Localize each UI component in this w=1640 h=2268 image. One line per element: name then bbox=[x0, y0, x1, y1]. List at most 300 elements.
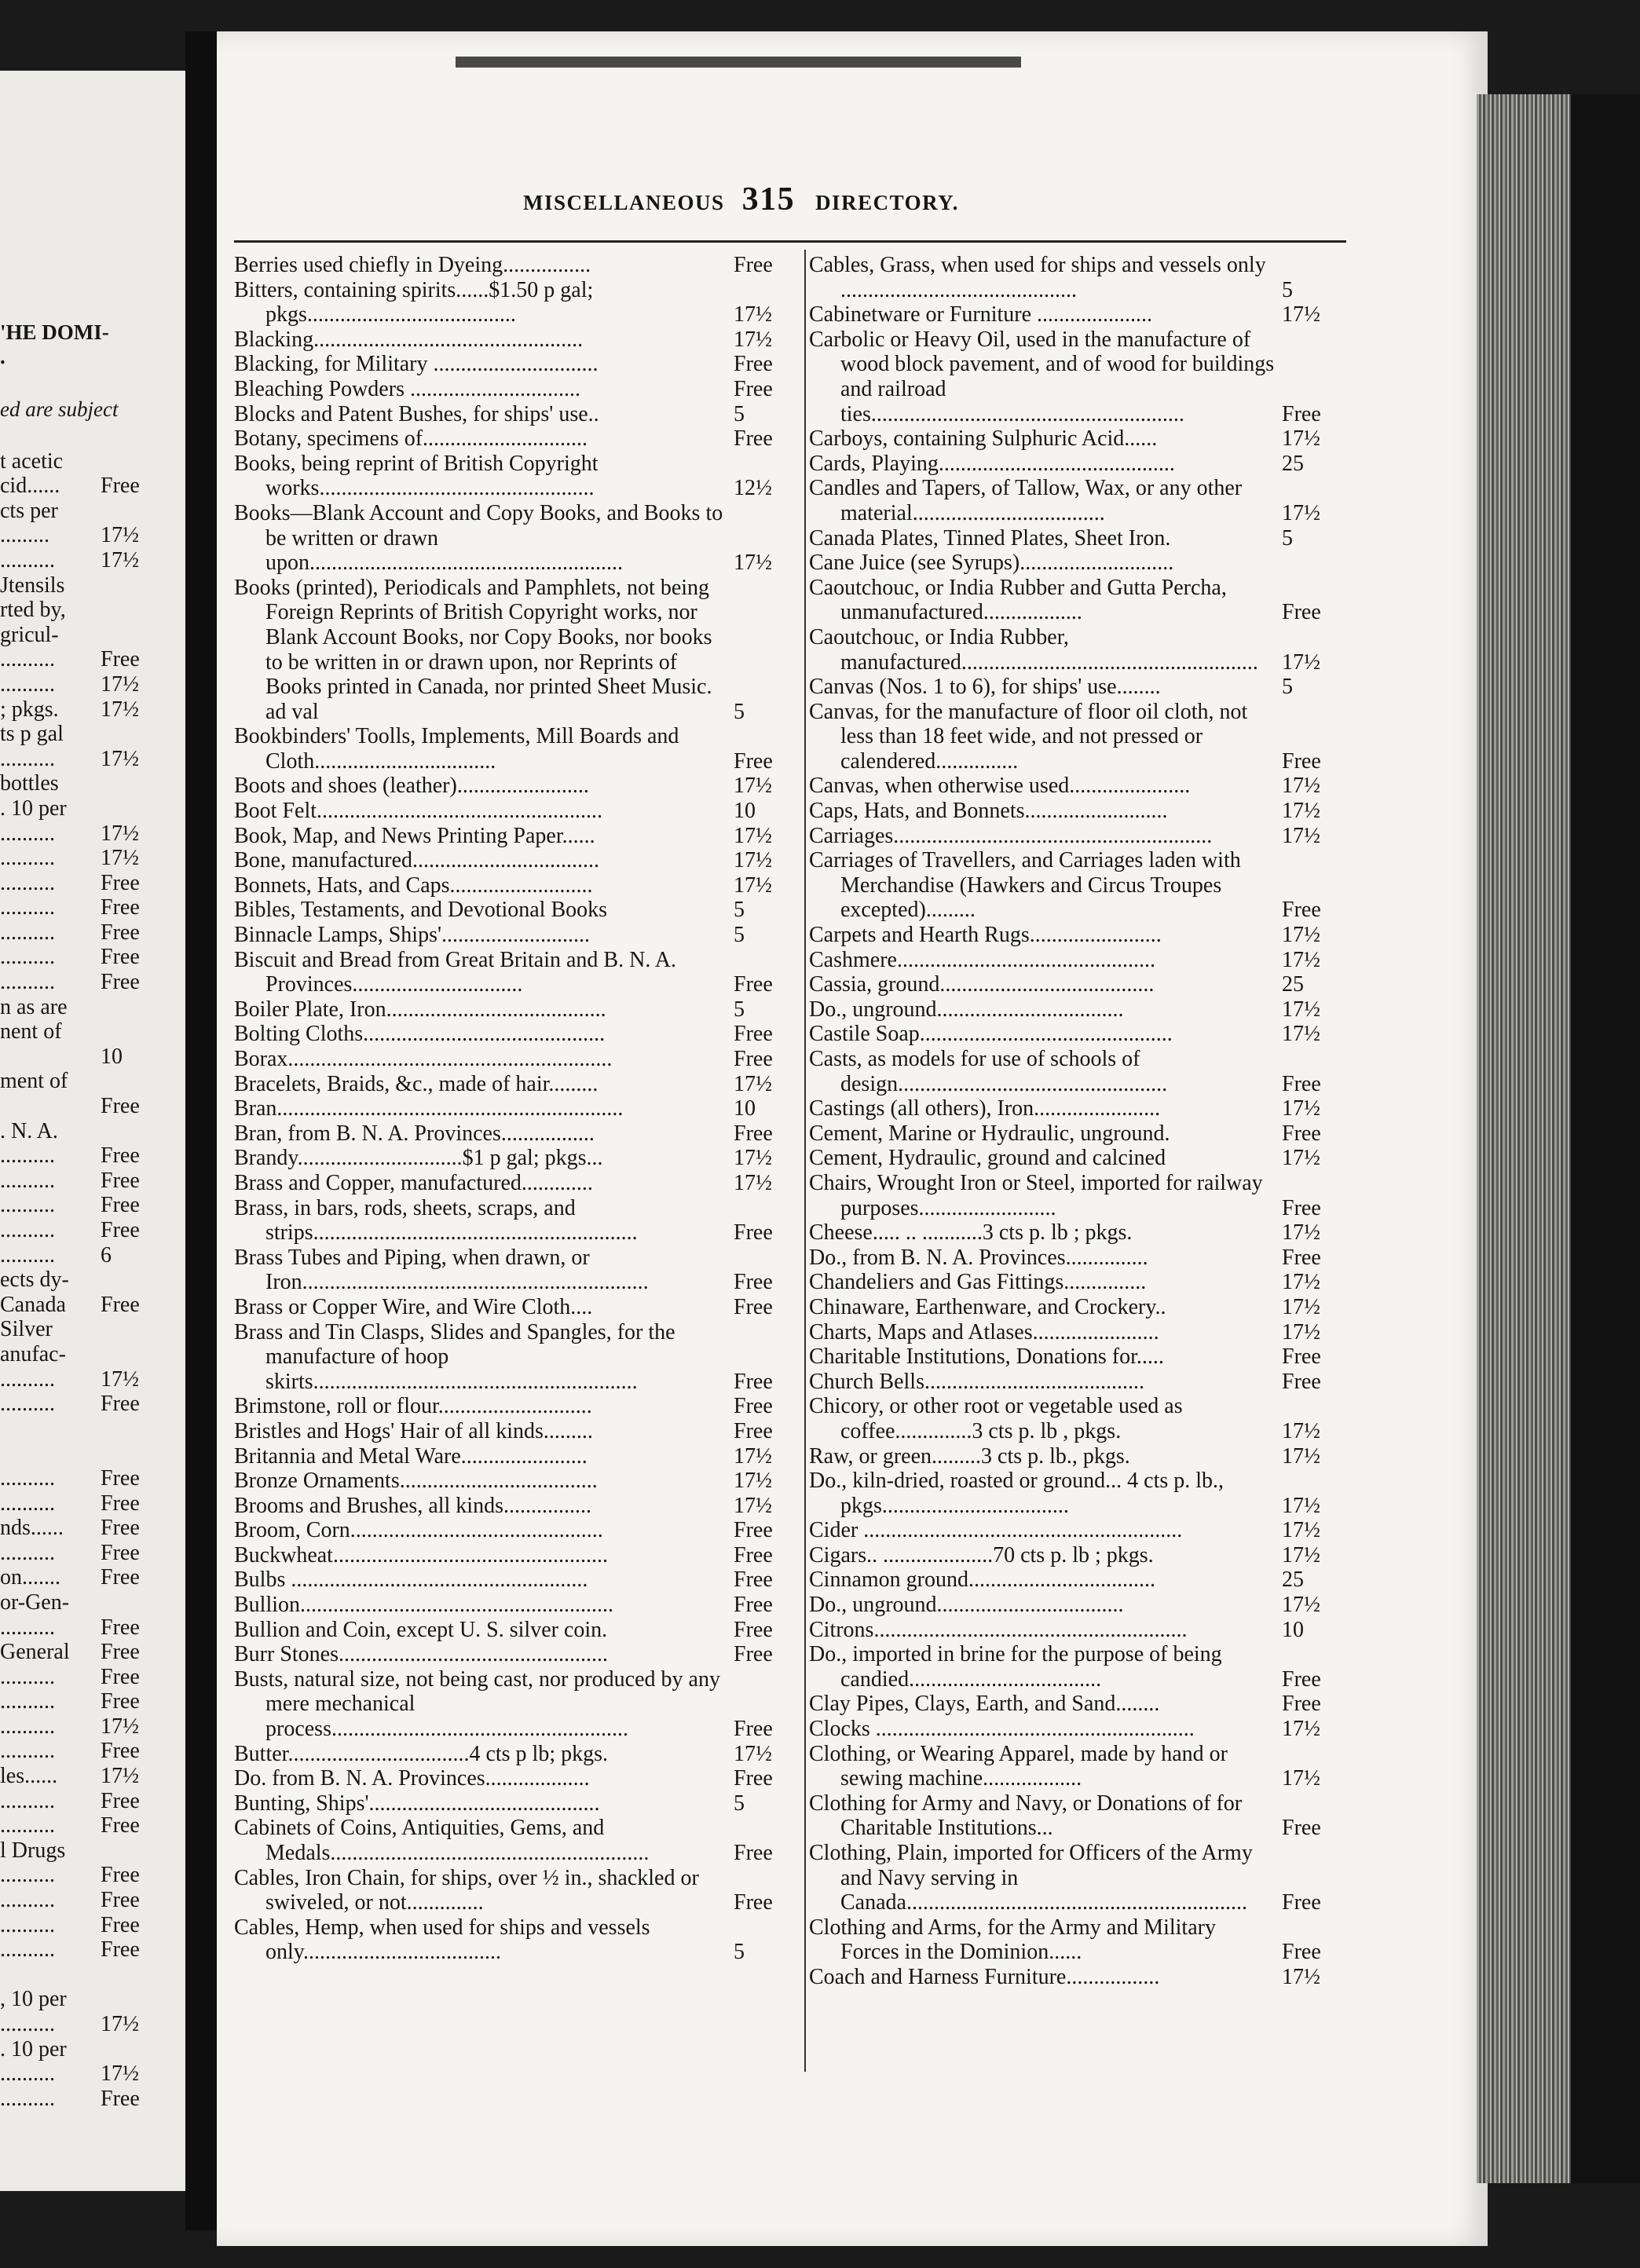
tariff-entry bbox=[809, 526, 1348, 551]
entry-rate: Free bbox=[734, 1642, 773, 1667]
entry-text: Bookbinders' Toolls, Implements, Mill Boards and Cloth................................. bbox=[234, 724, 679, 774]
entry-rate: 25 bbox=[1282, 451, 1304, 476]
entry-rate: Free bbox=[734, 748, 773, 774]
entry-text: Buckwheat.................................................. bbox=[234, 1542, 608, 1567]
entry-text: Binnacle Lamps, Ships'........................... bbox=[234, 923, 591, 948]
left-page-row bbox=[0, 499, 185, 524]
tariff-entry bbox=[809, 1469, 1348, 1518]
entry-rate: 17½ bbox=[1282, 1270, 1320, 1295]
tariff-entry bbox=[234, 997, 800, 1022]
entry-text: Charitable Institutions, Donations for..... bbox=[809, 1344, 1164, 1370]
left-row-text: l Drugs bbox=[0, 1838, 66, 1863]
entry-rate: Free bbox=[734, 1617, 773, 1642]
entry-rate: 17½ bbox=[1282, 1493, 1320, 1518]
entry-rate: 17½ bbox=[1282, 1593, 1320, 1618]
entry-rate: 17½ bbox=[1282, 1022, 1320, 1047]
left-page-row bbox=[0, 1863, 185, 1888]
left-row-rate: Free bbox=[101, 970, 140, 995]
tariff-entry bbox=[809, 1593, 1348, 1618]
tariff-entry bbox=[234, 377, 800, 402]
entry-text: Canvas, when otherwise used...................... bbox=[809, 774, 1191, 799]
entry-rate: 17½ bbox=[1282, 426, 1320, 452]
tariff-entry bbox=[234, 576, 800, 725]
entry-text: Chandeliers and Gas Fittings............... bbox=[809, 1270, 1147, 1295]
entry-rate: 17½ bbox=[734, 327, 772, 352]
left-page-row bbox=[0, 1590, 185, 1615]
entry-text: Blacking................................................. bbox=[234, 327, 584, 352]
entry-rate: Free bbox=[1282, 898, 1321, 923]
left-row-rate: Free bbox=[101, 647, 140, 672]
entry-text: Botany, specimens of.............................. bbox=[234, 426, 588, 452]
entry-text: Busts, natural size, not being cast, nor produced by any mere mechanical process...................................................... bbox=[234, 1666, 720, 1742]
entry-text: Cement, Marine or Hydraulic, unground. bbox=[809, 1121, 1170, 1146]
left-page-row bbox=[0, 970, 185, 995]
entry-text: Brass and Copper, manufactured............. bbox=[234, 1170, 593, 1195]
left-row-rate: 6 bbox=[101, 1242, 112, 1268]
tariff-entry bbox=[809, 1642, 1348, 1692]
entry-text: Bonnets, Hats, and Caps.......................... bbox=[234, 872, 593, 898]
left-row-text: nent of bbox=[0, 1019, 62, 1044]
tariff-entry bbox=[809, 1096, 1348, 1121]
left-page-row bbox=[0, 523, 185, 548]
tariff-entry bbox=[234, 278, 800, 327]
entry-rate: 17½ bbox=[1282, 1766, 1320, 1791]
left-row-text: . 10 per bbox=[0, 2036, 67, 2061]
left-page-row bbox=[0, 1243, 185, 1268]
left-page-row bbox=[0, 1218, 185, 1243]
left-row-text: .......... bbox=[0, 1788, 55, 1813]
entry-rate: 17½ bbox=[1282, 823, 1320, 848]
entry-rate: 25 bbox=[1282, 972, 1304, 997]
entry-text: Do. from B. N. A. Provinces................... bbox=[234, 1766, 590, 1791]
entry-rate: 12½ bbox=[734, 476, 772, 501]
entry-rate: 17½ bbox=[1282, 1096, 1320, 1121]
entry-rate: 17½ bbox=[1282, 997, 1320, 1022]
left-row-text: .......... bbox=[0, 1193, 55, 1218]
tariff-entry bbox=[234, 824, 800, 849]
left-row-rate: Free bbox=[101, 1739, 140, 1764]
left-row-rate: Free bbox=[101, 1540, 140, 1565]
entry-text: Bullion......................................................... bbox=[234, 1593, 614, 1618]
entry-text: Boots and shoes (leather)........................ bbox=[234, 774, 589, 799]
left-row-text: cid...... bbox=[0, 474, 60, 499]
tariff-entry bbox=[809, 625, 1348, 675]
left-row-rate: Free bbox=[101, 1392, 140, 1417]
entry-text: Brass and Tin Clasps, Slides and Spangles, for the manufacture of hoop skirts........................................................... bbox=[234, 1319, 675, 1394]
entry-rate: Free bbox=[734, 253, 773, 277]
left-page-row bbox=[0, 2037, 185, 2062]
left-page-row bbox=[0, 1268, 185, 1293]
left-page-row bbox=[0, 1739, 185, 1764]
entry-rate: 17½ bbox=[1282, 1418, 1320, 1443]
entry-text: Chinaware, Earthenware, and Crockery.. bbox=[809, 1294, 1166, 1319]
left-row-text: .......... bbox=[0, 1664, 55, 1689]
column-b bbox=[809, 253, 1348, 1990]
entry-text: Do., unground.................................. bbox=[809, 1593, 1124, 1618]
column-divider bbox=[804, 250, 806, 2072]
left-row-text: gricul- bbox=[0, 622, 59, 647]
tariff-entry bbox=[809, 799, 1348, 824]
entry-text: Cinnamon ground.................................. bbox=[809, 1567, 1155, 1593]
book-gutter bbox=[185, 31, 217, 2230]
entry-text: Boiler Plate, Iron........................................ bbox=[234, 997, 606, 1022]
left-row-text: .......... bbox=[0, 920, 55, 945]
left-page-row bbox=[0, 1293, 185, 1318]
left-row-rate: Free bbox=[101, 895, 140, 920]
left-row-text: .......... bbox=[0, 647, 55, 672]
tariff-entry bbox=[809, 1543, 1348, 1568]
entry-text: Canvas (Nos. 1 to 6), for ships' use........ bbox=[809, 675, 1161, 700]
left-row-text: bottles bbox=[0, 771, 59, 796]
left-row-text: n as are bbox=[0, 994, 68, 1019]
entry-rate: Free bbox=[1282, 401, 1321, 426]
left-row-rate: 17½ bbox=[101, 671, 139, 697]
left-row-text: .......... bbox=[0, 547, 55, 572]
tariff-entry bbox=[234, 1419, 800, 1444]
left-row-text: .......... bbox=[0, 746, 55, 771]
left-page-row bbox=[0, 1813, 185, 1838]
left-page-row bbox=[0, 1193, 185, 1218]
entry-text: Bullion and Coin, except U. S. silver coin. bbox=[234, 1617, 608, 1642]
entry-rate: 17½ bbox=[1282, 1542, 1320, 1567]
tariff-entry bbox=[234, 1543, 800, 1568]
left-row-text: .......... bbox=[0, 1615, 55, 1640]
entry-text: Candles and Tapers, of Tallow, Wax, or any other material................................... bbox=[809, 476, 1243, 525]
entry-rate: Free bbox=[734, 1567, 773, 1593]
left-row-rate: Free bbox=[101, 1863, 140, 1888]
left-row-rate: 17½ bbox=[101, 523, 139, 548]
entry-rate: 17½ bbox=[734, 774, 772, 799]
tariff-entry bbox=[809, 302, 1348, 327]
tariff-entry bbox=[809, 675, 1348, 700]
left-row-rate: Free bbox=[101, 1565, 140, 1590]
entry-text: Clothing, or Wearing Apparel, made by hand or sewing machine.................. bbox=[809, 1741, 1228, 1791]
left-page-row bbox=[0, 1317, 185, 1342]
left-row-text: .......... bbox=[0, 2086, 55, 2111]
tariff-entry bbox=[809, 948, 1348, 973]
left-page-row bbox=[0, 1069, 185, 1094]
tariff-entry bbox=[809, 551, 1348, 576]
entry-rate: Free bbox=[1282, 1195, 1321, 1220]
entry-text: Bibles, Testaments, and Devotional Books bbox=[234, 898, 608, 923]
tariff-entry bbox=[234, 898, 800, 923]
tariff-entry bbox=[809, 700, 1348, 774]
tariff-entry bbox=[809, 1791, 1348, 1841]
left-row-text: on....... bbox=[0, 1565, 60, 1590]
entry-rate: Free bbox=[1282, 1816, 1321, 1841]
left-row-rate: Free bbox=[101, 1168, 140, 1193]
entry-text: Carriages of Travellers, and Carriages laden with Merchandise (Hawkers and Circus Troupes excepted)......... bbox=[809, 848, 1241, 923]
entry-rate: 5 bbox=[734, 699, 745, 724]
tariff-entry bbox=[809, 576, 1348, 625]
left-page-row bbox=[0, 598, 185, 623]
left-row-text: .......... bbox=[0, 1739, 55, 1764]
left-row-rate: Free bbox=[101, 945, 140, 970]
tariff-entry bbox=[234, 1791, 800, 1816]
left-row-text: .......... bbox=[0, 846, 55, 871]
left-page-row bbox=[0, 1044, 185, 1070]
tariff-entry bbox=[234, 1494, 800, 1519]
entry-rate: Free bbox=[734, 1121, 773, 1146]
tariff-entry bbox=[234, 1295, 800, 1320]
entry-rate: 17½ bbox=[734, 1071, 772, 1096]
tariff-entry bbox=[234, 1469, 800, 1494]
entry-rate: 5 bbox=[734, 923, 745, 948]
tariff-entry bbox=[809, 923, 1348, 948]
left-page-row bbox=[0, 623, 185, 648]
left-page-row bbox=[0, 1019, 185, 1044]
entry-text: Chairs, Wrought Iron or Steel, imported for railway purposes......................... bbox=[809, 1170, 1263, 1220]
left-row-rate: Free bbox=[101, 1937, 140, 1963]
left-row-rate: 17½ bbox=[101, 846, 139, 871]
left-row-rate: Free bbox=[101, 1094, 140, 1119]
left-page-row bbox=[0, 1764, 185, 1789]
left-row-text: les...... bbox=[0, 1764, 58, 1789]
left-row-text: .......... bbox=[0, 970, 55, 995]
tariff-entry bbox=[234, 1246, 800, 1295]
entry-text: Clothing, Plain, imported for Officers of the Army and Navy serving in Canada.............................................................. bbox=[809, 1841, 1253, 1915]
entry-text: Bracelets, Braids, &c., made of hair......... bbox=[234, 1071, 599, 1096]
tariff-entry bbox=[809, 824, 1348, 849]
tariff-entry bbox=[809, 1567, 1348, 1593]
left-page-row bbox=[0, 1417, 185, 1442]
tariff-entry bbox=[809, 476, 1348, 525]
entry-text: Cables, Grass, when used for ships and vessels only ........................................... bbox=[809, 253, 1266, 302]
left-row-text: . 10 per bbox=[0, 796, 67, 821]
entry-text: Bronze Ornaments.................................... bbox=[234, 1469, 598, 1494]
page-edge-shadow bbox=[1571, 94, 1640, 2183]
left-page-row bbox=[0, 1689, 185, 1714]
entry-text: Cigars.. ....................70 cts p. lb ; pkgs. bbox=[809, 1542, 1154, 1567]
tariff-entry bbox=[809, 1121, 1348, 1147]
left-row-rate: Free bbox=[101, 1292, 140, 1317]
entry-rate: Free bbox=[734, 1394, 773, 1419]
left-row-rate: Free bbox=[101, 1640, 140, 1665]
tariff-entry bbox=[809, 1022, 1348, 1047]
left-page-row bbox=[0, 1491, 185, 1516]
left-row-text: .......... bbox=[0, 1168, 55, 1193]
left-row-rate: 17½ bbox=[101, 697, 139, 722]
left-page-row bbox=[0, 1888, 185, 1913]
left-page-title bbox=[0, 320, 109, 369]
left-page-row bbox=[0, 945, 185, 970]
left-page-row bbox=[0, 1665, 185, 1690]
left-title-line: 'HE DOMI- bbox=[0, 320, 109, 344]
left-page-row bbox=[0, 1392, 185, 1417]
entry-text: Cards, Playing........................................... bbox=[809, 451, 1175, 476]
entry-text: Bran, from B. N. A. Provinces................. bbox=[234, 1121, 595, 1146]
entry-rate: 17½ bbox=[1282, 1294, 1320, 1319]
entry-text: Brass Tubes and Piping, when drawn, or Iron............................................................... bbox=[234, 1245, 649, 1295]
left-page-row bbox=[0, 647, 185, 672]
entry-rate: Free bbox=[734, 1047, 773, 1071]
left-page-row bbox=[0, 1516, 185, 1541]
tariff-entry bbox=[809, 1171, 1348, 1220]
left-row-text: .......... bbox=[0, 1714, 55, 1739]
tariff-entry bbox=[234, 1667, 800, 1742]
entry-text: Carboys, containing Sulphuric Acid...... bbox=[809, 426, 1158, 452]
entry-rate: 17½ bbox=[1282, 1146, 1320, 1171]
entry-text: Casts, as models for use of schools of design................................................. bbox=[809, 1047, 1168, 1096]
entry-text: Biscuit and Bread from Great Britain and B. N. A. Provinces............................... bbox=[234, 947, 676, 997]
left-page-row bbox=[0, 424, 185, 449]
left-page-row bbox=[0, 573, 185, 598]
tariff-entry bbox=[809, 848, 1348, 923]
entry-text: Raw, or green.........3 cts p. lb., pkgs. bbox=[809, 1443, 1130, 1469]
tariff-entry bbox=[234, 799, 800, 824]
entry-rate: Free bbox=[1282, 1666, 1321, 1692]
entry-rate: Free bbox=[1282, 600, 1321, 625]
entry-text: Carpets and Hearth Rugs........................ bbox=[809, 923, 1162, 948]
entry-text: Cane Juice (see Syrups)............................ bbox=[809, 551, 1174, 576]
left-row-rate: Free bbox=[101, 2086, 140, 2111]
left-row-rate: Free bbox=[101, 1813, 140, 1838]
left-page-row bbox=[0, 1615, 185, 1641]
tariff-entry bbox=[234, 1766, 800, 1791]
entry-text: Britannia and Metal Ware....................... bbox=[234, 1443, 588, 1469]
entry-text: Blacking, for Military .............................. bbox=[234, 352, 599, 377]
left-page bbox=[0, 71, 185, 2191]
page-number: 315 bbox=[741, 181, 796, 218]
left-page-row bbox=[0, 2061, 185, 2087]
left-page-row bbox=[0, 1541, 185, 1566]
left-row-rate: 17½ bbox=[101, 1366, 139, 1392]
entry-rate: 10 bbox=[1282, 1617, 1304, 1642]
entry-rate: 10 bbox=[734, 1096, 756, 1121]
left-row-text: .......... bbox=[0, 1392, 55, 1417]
tariff-entry bbox=[234, 1047, 800, 1072]
tariff-entry bbox=[234, 1394, 800, 1419]
entry-rate: 17½ bbox=[734, 1493, 772, 1518]
entry-rate: Free bbox=[734, 1518, 773, 1543]
left-page-subtitle: ed are subject bbox=[0, 397, 119, 421]
entry-text: Clay Pipes, Clays, Earth, and Sand........ bbox=[809, 1692, 1160, 1717]
tariff-entry bbox=[234, 774, 800, 799]
entry-text: Cabinets of Coins, Antiquities, Gems, and Medals.......................................................... bbox=[234, 1816, 650, 1865]
left-row-text: .......... bbox=[0, 895, 55, 920]
entry-text: Blocks and Patent Bushes, for ships' use.. bbox=[234, 401, 599, 426]
left-row-text: .......... bbox=[0, 2012, 55, 2036]
entry-rate: Free bbox=[1282, 748, 1321, 774]
entry-text: Bone, manufactured.................................. bbox=[234, 848, 600, 873]
tariff-entry bbox=[809, 253, 1348, 302]
tariff-entry bbox=[234, 923, 800, 948]
tariff-entry bbox=[809, 1146, 1348, 1171]
entry-text: Bristles and Hogs' Hair of all kinds......... bbox=[234, 1418, 593, 1443]
left-row-rate: Free bbox=[101, 1491, 140, 1516]
left-page-row bbox=[0, 449, 185, 474]
tariff-entry bbox=[809, 1370, 1348, 1395]
entry-rate: 17½ bbox=[1282, 302, 1320, 327]
tariff-entry bbox=[234, 327, 800, 353]
left-page-row bbox=[0, 1094, 185, 1119]
left-row-text: ment of bbox=[0, 1069, 68, 1094]
tariff-entry bbox=[809, 1717, 1348, 1742]
left-row-rate: Free bbox=[101, 1218, 140, 1242]
tariff-entry bbox=[234, 402, 800, 427]
entry-text: Caps, Hats, and Bonnets.......................... bbox=[809, 799, 1168, 824]
entry-rate: 17½ bbox=[1282, 500, 1320, 525]
running-header bbox=[523, 181, 1018, 218]
left-row-text: anufac- bbox=[0, 1341, 66, 1366]
entry-rate: Free bbox=[734, 1294, 773, 1319]
entry-rate: 25 bbox=[1282, 1567, 1304, 1593]
tariff-entry bbox=[234, 1915, 800, 1965]
left-row-rate: 17½ bbox=[101, 547, 139, 572]
left-row-text: t acetic bbox=[0, 448, 64, 474]
entry-rate: Free bbox=[734, 1369, 773, 1394]
entry-rate: 17½ bbox=[1282, 774, 1320, 799]
entry-text: Cassia, ground....................................... bbox=[809, 972, 1155, 997]
tariff-entry bbox=[809, 1915, 1348, 1965]
left-page-row bbox=[0, 1714, 185, 1739]
left-row-text: .......... bbox=[0, 1888, 55, 1913]
entry-rate: Free bbox=[734, 1220, 773, 1246]
entry-rate: 5 bbox=[1282, 277, 1293, 302]
left-row-rate: Free bbox=[101, 1888, 140, 1913]
entry-text: Clocks .......................................................... bbox=[809, 1717, 1195, 1742]
tariff-entry bbox=[809, 1220, 1348, 1246]
tariff-entry bbox=[234, 1518, 800, 1543]
left-page-row bbox=[0, 895, 185, 920]
entry-text: Canvas, for the manufacture of floor oil cloth, not less than 18 feet wide, and not pressed or calendered............... bbox=[809, 699, 1248, 774]
entry-text: Berries used chiefly in Dyeing................ bbox=[234, 253, 591, 277]
entry-text: Bulbs ...................................................... bbox=[234, 1567, 588, 1593]
entry-text: Cables, Iron Chain, for ships, over ½ in., shackled or swiveled, or not.............. bbox=[234, 1865, 699, 1915]
entry-text: Do., imported in brine for the purpose of being candied................................... bbox=[809, 1642, 1222, 1692]
tariff-entry bbox=[234, 1816, 800, 1865]
tariff-entry bbox=[234, 1146, 800, 1171]
left-row-text: .......... bbox=[0, 1540, 55, 1565]
tariff-entry bbox=[234, 873, 800, 898]
entry-rate: 17½ bbox=[1282, 649, 1320, 675]
entry-rate: 17½ bbox=[1282, 1319, 1320, 1344]
left-row-text: , 10 per bbox=[0, 1987, 67, 2012]
tariff-entry bbox=[234, 1742, 800, 1767]
tariff-entry bbox=[809, 1618, 1348, 1643]
tariff-entry bbox=[809, 1518, 1348, 1543]
entry-rate: 17½ bbox=[1282, 1717, 1320, 1742]
left-row-rate: Free bbox=[101, 920, 140, 945]
left-row-text: ts p gal bbox=[0, 722, 64, 747]
left-row-text: . N. A. bbox=[0, 1118, 58, 1143]
left-row-rate: Free bbox=[101, 474, 140, 499]
left-row-text: .......... bbox=[0, 945, 55, 970]
left-page-row bbox=[0, 1937, 185, 1963]
left-row-rate: Free bbox=[101, 1689, 140, 1714]
tariff-entry bbox=[234, 1121, 800, 1147]
left-page-row bbox=[0, 1119, 185, 1144]
tariff-entry bbox=[809, 1394, 1348, 1443]
header-left: MISCELLANEOUS bbox=[523, 191, 725, 214]
left-page-row bbox=[0, 1565, 185, 1590]
left-row-text: .......... bbox=[0, 1491, 55, 1516]
left-row-rate: Free bbox=[101, 1143, 140, 1169]
tariff-entry bbox=[809, 1295, 1348, 1320]
left-row-text: ects dy- bbox=[0, 1268, 69, 1293]
left-row-text: .......... bbox=[0, 2061, 55, 2087]
left-row-text: .......... bbox=[0, 1937, 55, 1963]
entry-rate: Free bbox=[734, 376, 773, 401]
left-page-row bbox=[0, 1640, 185, 1665]
entry-rate: 17½ bbox=[1282, 799, 1320, 824]
entry-rate: 5 bbox=[734, 401, 745, 426]
left-row-rate: 17½ bbox=[101, 746, 139, 771]
entry-text: Coach and Harness Furniture................. bbox=[809, 1964, 1160, 1989]
left-page-row bbox=[0, 1913, 185, 1938]
tariff-entry bbox=[809, 452, 1348, 477]
entry-text: Carriages.......................................................... bbox=[809, 823, 1213, 848]
